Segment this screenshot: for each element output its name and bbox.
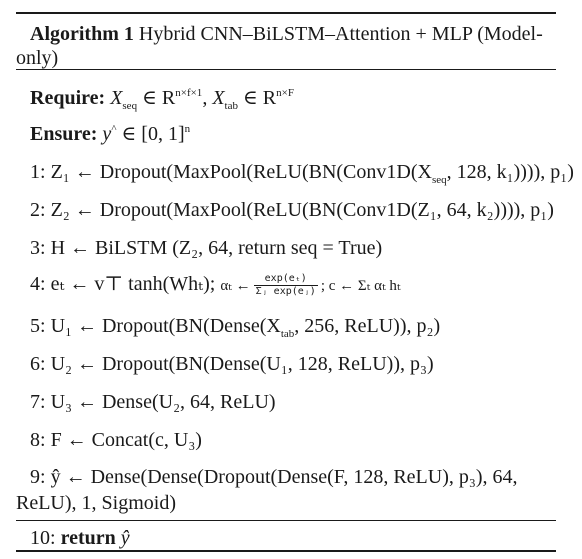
step-9-continued: ReLU), 1, Sigmoid) bbox=[16, 492, 176, 514]
ensure-line: Ensure: y^ ∈ [0, 1]$^n$ bbox=[30, 123, 191, 145]
ensure-keyword: Ensure: bbox=[30, 123, 98, 145]
step-10: 10: return ŷ bbox=[30, 527, 130, 549]
step-7: 7: U₃ ← Dense(U₂, 64, ReLU) bbox=[30, 391, 276, 413]
step-5: 5: U₁ ← $Dropout(BN(Dense(X_{tab}$, 256, ReLU)), p₂) bbox=[30, 315, 441, 340]
footer-rule bbox=[16, 520, 556, 521]
step-number: 9: bbox=[30, 466, 46, 488]
step-number: 7: bbox=[30, 391, 46, 413]
step-number: 10: bbox=[30, 527, 56, 549]
bottom-rule bbox=[16, 550, 556, 552]
algorithm-label: Algorithm 1 bbox=[30, 23, 134, 45]
step-2: 2: Z₂ ← Dropout(MaxPool(ReLU(BN(Conv1D(Z₁, 64, k₂)))), p₁) bbox=[30, 199, 554, 221]
step-number: 5: bbox=[30, 315, 46, 337]
algorithm-title-continued: only) bbox=[16, 47, 59, 69]
step-number: 8: bbox=[30, 429, 46, 451]
step-4: 4: eₜ ← v⊤ tanh(Whₜ); αₜ ← $\frac{\text{exp(eₜ)}}{\text{Σⱼ exp(eⱼ)}}$ ; c ← Σₜ αₜ hₜ bbox=[30, 272, 401, 297]
step-3: 3: H ← BiLSTM (Z₂, 64, return seq = True) bbox=[30, 237, 383, 259]
step-number: 1: bbox=[30, 161, 46, 183]
step-number: 3: bbox=[30, 237, 46, 259]
header-rule bbox=[16, 69, 556, 70]
require-line: Require: $X_{seq}$ ∈ $R^{n\times f\times 1}$, $X_{tab}$ ∈ $R^{n\times F}$ bbox=[30, 87, 294, 112]
step-6: 6: U₂ ← Dropout(BN(Dense(U₁, 128, ReLU)), p₃) bbox=[30, 353, 434, 375]
return-keyword: return bbox=[60, 527, 116, 549]
algorithm-title: Hybrid CNN–BiLSTM–Attention + MLP (Model- bbox=[138, 23, 543, 45]
step-number: 4: bbox=[30, 273, 46, 295]
step-1: 1: Z₁ ← $Dropout(MaxPool(ReLU(BN(Conv1D(X_{seq}$, 128, k₁)))), p₁) bbox=[30, 161, 574, 186]
algorithm-header bbox=[16, 22, 556, 69]
require-keyword: Require: bbox=[30, 87, 106, 109]
step-9: 9: ŷ ← Dense(Dense(Dropout(Dense(F, 128, ReLU), p₃), 64, bbox=[30, 466, 518, 488]
softmax-fraction: $\frac{\text{exp(eₜ)}}{\text{Σⱼ exp(eⱼ)}}$ bbox=[255, 272, 316, 297]
step-8: 8: F ← Concat(c, U₃) bbox=[30, 429, 202, 451]
step-number: 6: bbox=[30, 353, 46, 375]
top-rule bbox=[16, 12, 556, 14]
step-number: 2: bbox=[30, 199, 46, 221]
